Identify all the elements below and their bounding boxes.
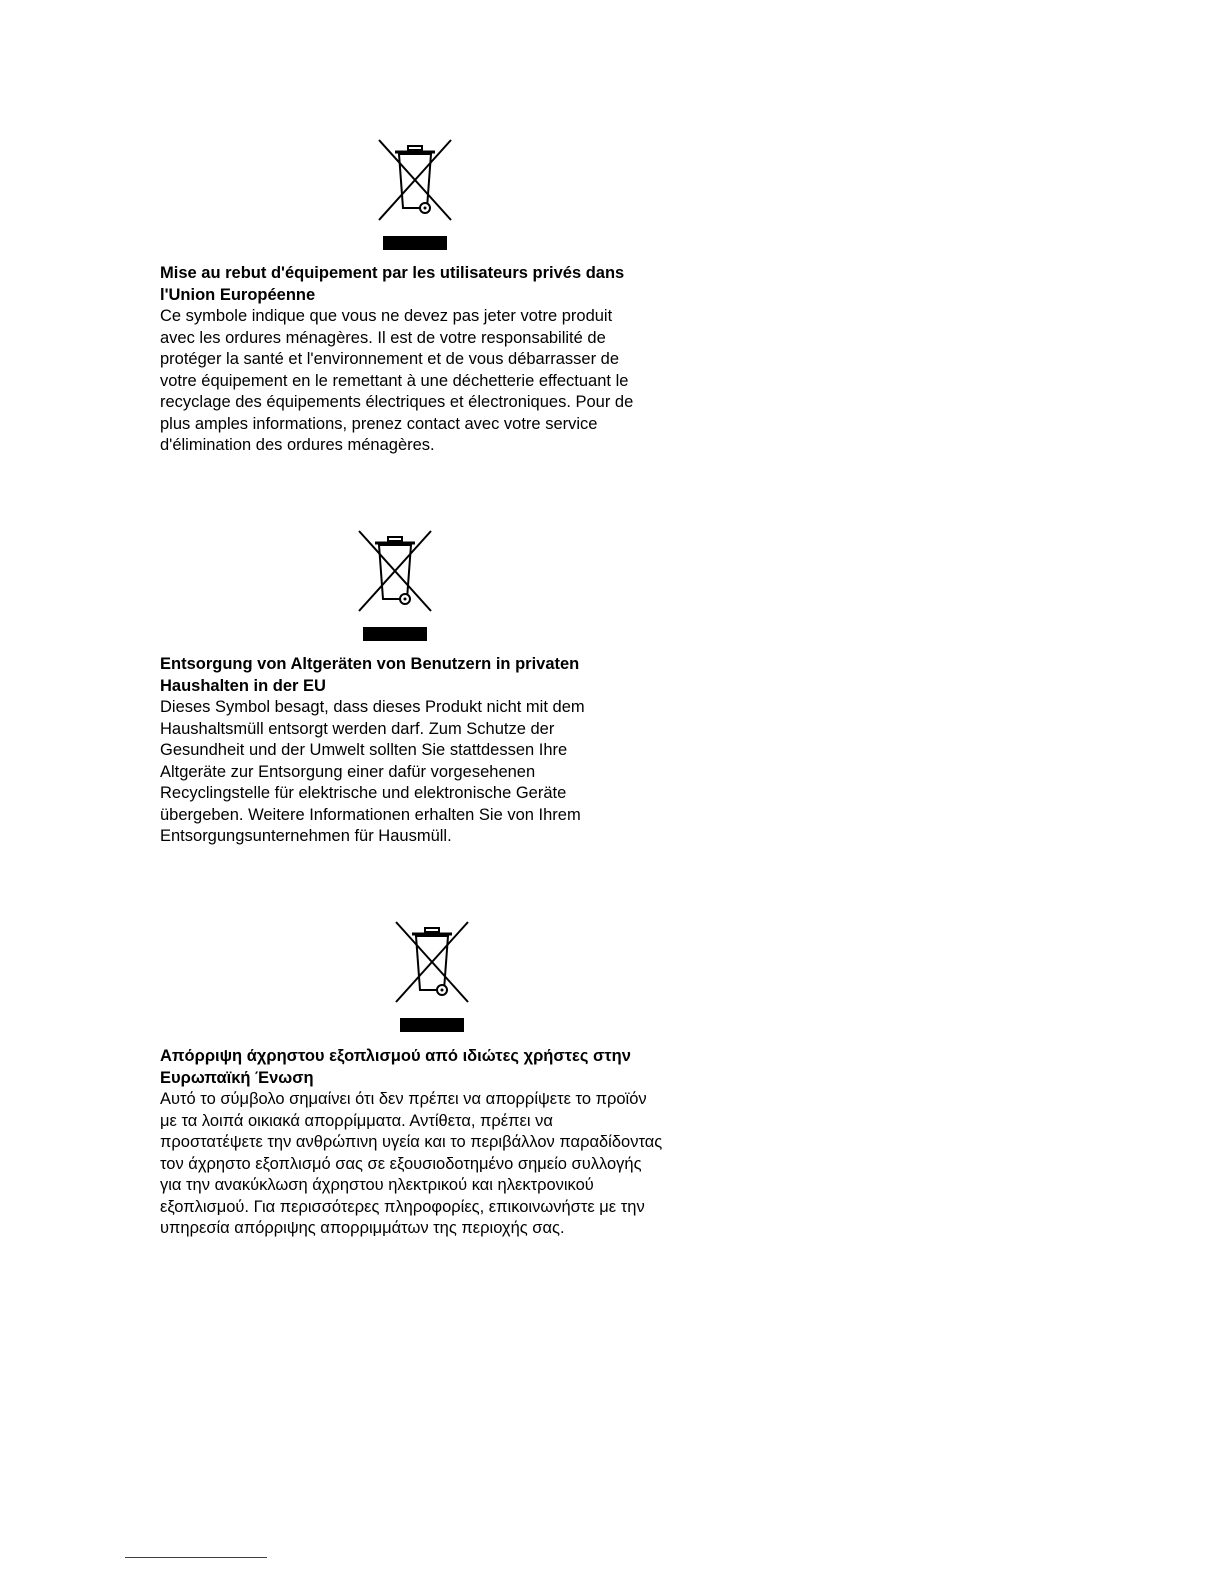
weee-crossed-out-bin-icon bbox=[375, 138, 465, 256]
section-title: Απόρριψη άχρηστου εξοπλισμού από ιδιώτες χρήστες στην Ευρωπαϊκή Ένωση bbox=[160, 1047, 631, 1087]
section-title: Entsorgung von Altgeräten von Benutzern in privaten Haushalten in der EU bbox=[160, 655, 580, 695]
section-body: Αυτό το σύμβολο σημαίνει ότι δεν πρέπει να απορρίψετε το προϊόν με τα λοιπά οικιακά απορρίμματα. Αντίθετα, πρέπει να προστατέψετε την ανθρώπινη υγεία και το περιβάλλον παραδίδοντας τον άχρηστο εξοπλισμό σας σε εξουσιοδοτημένο σημείο συλλογής για την ανακύκλωση άχρηστου ηλεκτρικού και ηλεκτρονικού εξοπλισμού. Για περισσότερες πληροφορίες, επικοινωνήστε με την υπηρεσία απόρριψης απορριμμάτων της περιοχής σας. bbox=[160, 1090, 663, 1237]
section-body: Dieses Symbol besagt, dass dieses Produkt nicht mit dem Haushaltsmüll entsorgt werden darf. Zum Schutze der Gesundheit und der Umwelt sollten Sie stattdessen Ihre Altgeräte zur Entsorgung einer dafür vorgesehenen Recyclingstelle für elektrische und elektronische Geräte übergeben. Weitere Informationen erhalten Sie von Ihrem Entsorgungsunternehmen für Hausmüll. bbox=[160, 698, 585, 845]
footnote-separator bbox=[125, 1557, 267, 1558]
section-body: Ce symbole indique que vous ne devez pas jeter votre produit avec les ordures ménagères. Il est de votre responsabilité de protéger la santé et l'environnement et de vous débarrasser de votre équipement en le remettant à une déchetterie effectuant le recyclage des équipements électriques et électroniques. Pour de plus amples informations, prenez contact avec votre service d'élimination des ordures ménagères. bbox=[160, 307, 634, 454]
weee-crossed-out-bin-icon bbox=[355, 529, 445, 647]
weee-crossed-out-bin-icon bbox=[392, 920, 482, 1038]
section-title: Mise au rebut d'équipement par les utilisateurs privés dans l'Union Européenne bbox=[160, 264, 625, 304]
